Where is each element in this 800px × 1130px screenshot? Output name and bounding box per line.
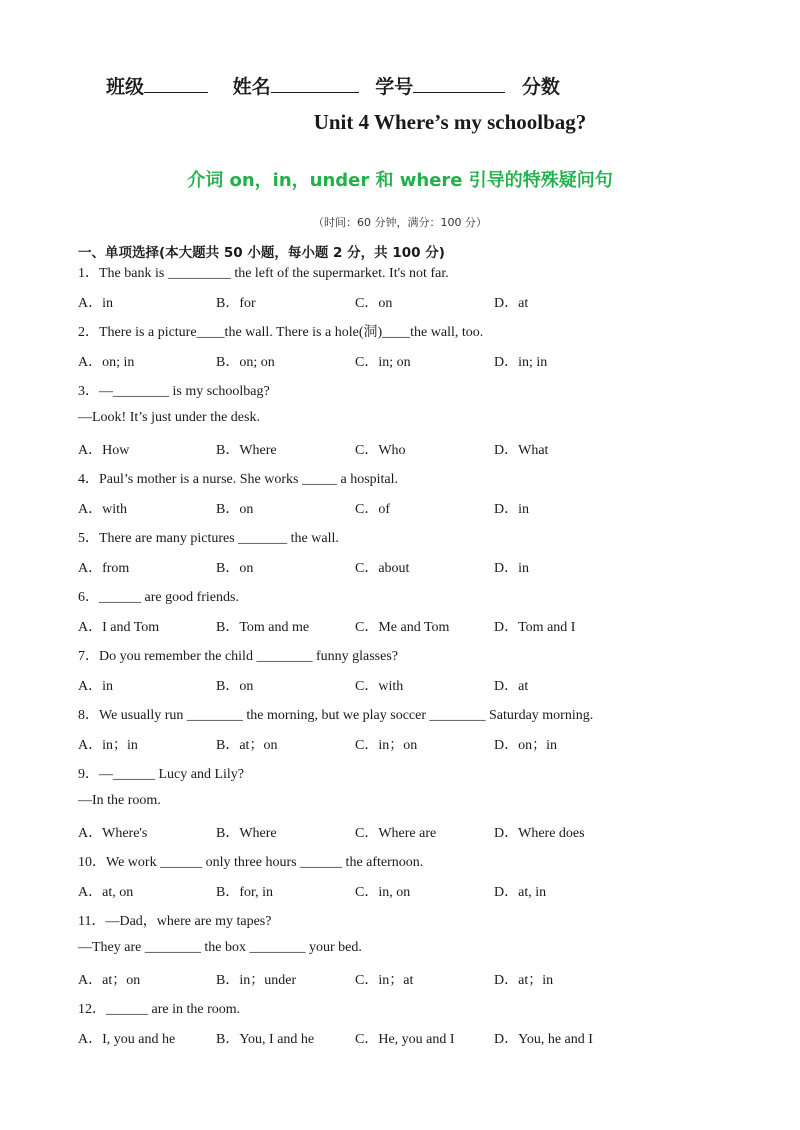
score-field[interactable]: 分数 [521,76,560,98]
question-stem: 7．Do you remember the child ________ funny glasses? [78,649,398,664]
option-d[interactable]: D．in; in [494,355,548,370]
page-subtitle: 介词 on，in，under 和 where 引导的特殊疑问句 [187,170,613,191]
option-d[interactable]: D．in [494,561,529,576]
option-d[interactable]: D．on；in [494,738,557,753]
option-d[interactable]: D．in [494,502,529,517]
option-c[interactable]: C．with [355,679,404,694]
question-stem: 6．______ are good friends. [78,590,239,605]
option-d[interactable]: D．at [494,679,529,694]
option-a[interactable]: A．I and Tom [78,620,160,635]
option-b[interactable]: B．on [216,561,254,576]
option-b[interactable]: B．on; on [216,355,275,370]
class-field[interactable]: 班级 [106,72,208,99]
option-a[interactable]: A．I, you and he [78,1032,176,1047]
question-stem: 11．—Dad，where are my tapes? [78,914,272,929]
option-d[interactable]: D．What [494,443,549,458]
option-a[interactable]: A．at；on [78,973,141,988]
option-a[interactable]: A．How [78,443,130,458]
option-b[interactable]: B．Tom and me [216,620,310,635]
page-title: Unit 4 Where’s my schoolbag? [313,110,587,134]
question-stem-line-2: —Look! It’s just under the desk. [78,410,260,425]
student-info-line [106,72,560,99]
question-stem: 3．—________ is my schoolbag? [78,384,270,399]
option-a[interactable]: A．in；in [78,738,138,753]
option-d[interactable]: D．You, he and I [494,1032,593,1047]
student-id-field[interactable]: 学号 [375,72,505,99]
question-stem: 12．______ are in the room. [78,1002,241,1017]
option-c[interactable]: C．in；on [355,738,418,753]
question-stem: 2．There is a picture____the wall. There is a hole(洞)____the wall, too. [78,325,484,340]
section-title: 一、单项选择(本大题共 50 小题，每小题 2 分，共 100 分) [78,245,445,261]
option-d[interactable]: D．at [494,296,529,311]
option-b[interactable]: B．on [216,502,254,517]
option-c[interactable]: C．in; on [355,355,411,370]
option-b[interactable]: B．You, I and he [216,1032,315,1047]
option-a[interactable]: A．at, on [78,885,134,900]
option-b[interactable]: B．Where [216,826,277,841]
question-stem: 8．We usually run ________ the morning, but we play soccer ________ Saturday morning. [78,708,594,723]
question-stem-line-2: —In the room. [78,793,161,808]
option-c[interactable]: C．Where are [355,826,437,841]
question-stem: 1．The bank is _________ the left of the supermarket. It's not far. [78,266,449,281]
option-a[interactable]: A．from [78,561,130,576]
option-a[interactable]: A．on; in [78,355,135,370]
option-a[interactable]: A．in [78,679,113,694]
name-field[interactable]: 姓名 [233,72,359,99]
option-c[interactable]: C．Who [355,443,406,458]
option-c[interactable]: C．Me and Tom [355,620,450,635]
option-d[interactable]: D．Where does [494,826,585,841]
question-stem: 10．We work ______ only three hours ______ the afternoon. [78,855,424,870]
question-stem: 4．Paul’s mother is a nurse. She works _____ a hospital. [78,472,399,487]
option-c[interactable]: C．He, you and I [355,1032,455,1047]
question-stem-line-2: —They are ________ the box ________ your bed. [78,940,362,955]
option-b[interactable]: B．Where [216,443,277,458]
option-c[interactable]: C．on [355,296,393,311]
option-d[interactable]: D．at；in [494,973,554,988]
option-d[interactable]: D．at, in [494,885,547,900]
option-a[interactable]: A．with [78,502,127,517]
option-b[interactable]: B．in；under [216,973,297,988]
option-d[interactable]: D．Tom and I [494,620,576,635]
option-a[interactable]: A．Where's [78,826,148,841]
option-b[interactable]: B．on [216,679,254,694]
option-b[interactable]: B．at；on [216,738,278,753]
option-c[interactable]: C．of [355,502,390,517]
option-b[interactable]: B．for, in [216,885,273,900]
option-a[interactable]: A．in [78,296,113,311]
question-stem: 9．—______ Lucy and Lily? [78,767,245,782]
option-c[interactable]: C．in；at [355,973,414,988]
option-c[interactable]: C．about [355,561,410,576]
option-b[interactable]: B．for [216,296,256,311]
time-score-note: （时间：60 分钟，满分：100 分） [313,216,487,229]
option-c[interactable]: C．in, on [355,885,411,900]
question-stem: 5．There are many pictures _______ the wall. [78,531,339,546]
